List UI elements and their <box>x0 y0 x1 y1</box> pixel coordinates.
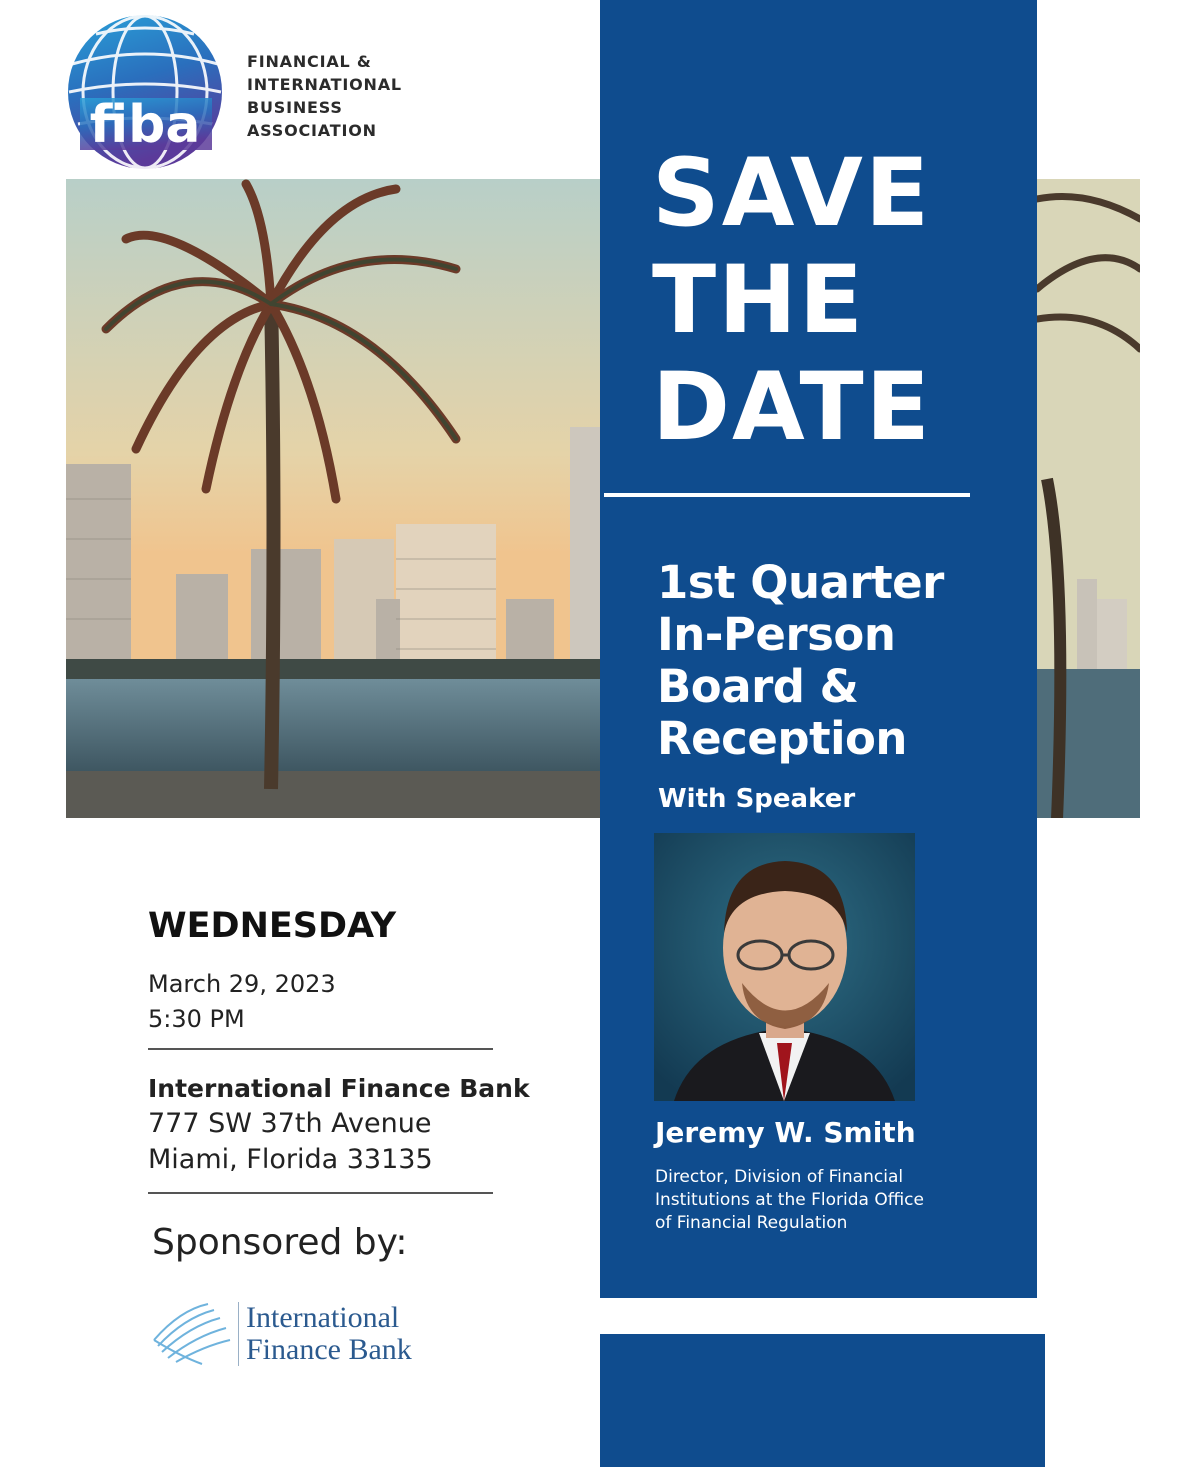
headline-divider <box>604 493 970 497</box>
speaker-title-line: Institutions at the Florida Office <box>655 1190 924 1210</box>
event-day: WEDNESDAY <box>148 906 397 946</box>
details-divider <box>148 1192 493 1194</box>
org-name-line: ASSOCIATION <box>247 121 377 140</box>
sponsor-name-line: Finance Bank <box>246 1333 412 1366</box>
fiba-wordmark: fiba <box>89 95 201 155</box>
miami-skyline-photo <box>66 179 600 818</box>
event-date: March 29, 2023 <box>148 970 336 998</box>
headline-line: SAVE <box>652 139 932 248</box>
speaker-title-line: Director, Division of Financial <box>655 1167 904 1187</box>
sponsor-logo-name <box>246 1302 412 1366</box>
organization-name <box>247 50 467 142</box>
save-the-date-heading <box>652 140 1012 461</box>
speaker-portrait-photo <box>654 833 915 1101</box>
sponsor-name-line: International <box>246 1301 400 1334</box>
headline-line: DATE <box>652 353 932 462</box>
fiba-globe-logo <box>66 14 224 170</box>
org-name-line: BUSINESS <box>247 98 343 117</box>
speaker-intro: With Speaker <box>658 784 856 814</box>
sponsor-logo-divider <box>238 1302 239 1366</box>
event-title <box>657 557 997 765</box>
sponsored-by-heading: Sponsored by: <box>152 1222 408 1263</box>
speaker-title-line: of Financial Regulation <box>655 1213 848 1233</box>
org-name-line: INTERNATIONAL <box>247 75 402 94</box>
event-title-line: Board & <box>657 660 859 713</box>
event-title-line: 1st Quarter <box>657 556 944 609</box>
venue-name: International Finance Bank <box>148 1074 530 1103</box>
event-title-line: In-Person <box>657 608 896 661</box>
speaker-title <box>655 1166 995 1235</box>
org-name-line: FINANCIAL & <box>247 52 372 71</box>
details-divider <box>148 1048 493 1050</box>
miami-skyline-photo-right <box>1037 179 1140 818</box>
headline-line: THE <box>652 246 866 355</box>
speaker-name: Jeremy W. Smith <box>655 1116 916 1149</box>
venue-address-line: Miami, Florida 33135 <box>148 1144 433 1175</box>
venue-address-line: 777 SW 37th Avenue <box>148 1108 432 1139</box>
footer-blue-block <box>600 1334 1045 1467</box>
event-time: 5:30 PM <box>148 1005 245 1033</box>
event-title-line: Reception <box>657 712 907 765</box>
sponsor-wave-logo-icon <box>150 1300 234 1368</box>
